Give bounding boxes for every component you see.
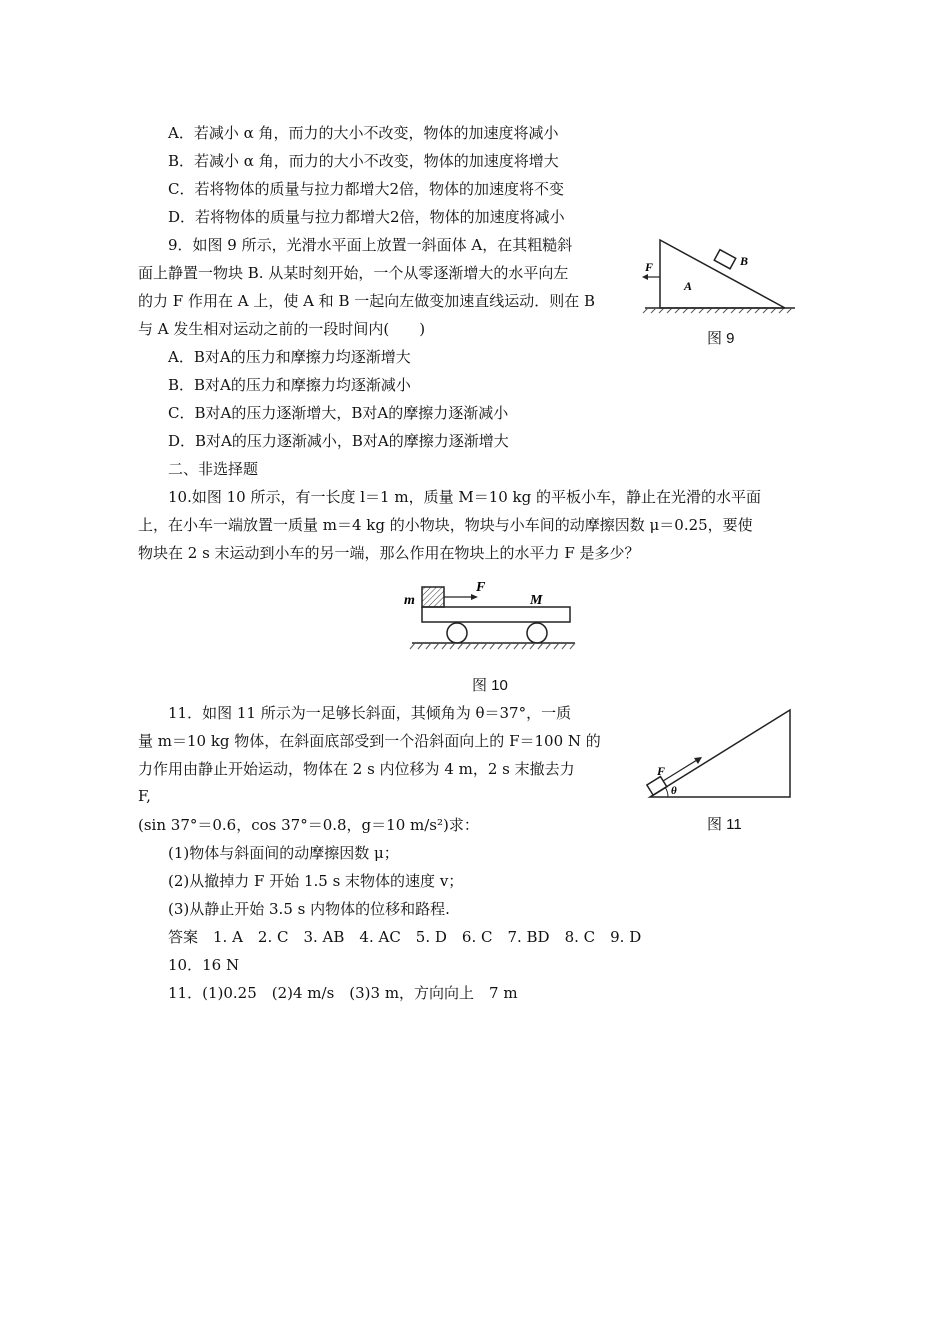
q8-option-b: B．若减小 α 角，而力的大小不改变，物体的加速度将增大 (168, 152, 559, 170)
figure-9 (640, 235, 810, 330)
label-f: F (657, 764, 666, 778)
q8-option-d: D．若将物体的质量与拉力都增大2倍，物体的加速度将减小 (168, 208, 565, 226)
q10-stem-line-1: 10.如图 10 所示，有一长度 l＝1 m，质量 M＝10 kg 的平板小车，静止在光滑的水平面 (168, 488, 762, 506)
q11-part-1: (1)物体与斜面间的动摩擦因数 μ； (168, 844, 399, 862)
q9-option-b: B．B对A的压力和摩擦力均逐渐减小 (168, 376, 411, 394)
q10-stem-line-2: 上，在小车一端放置一质量 m＝4 kg 的小物块，物块与小车间的动摩擦因数 μ＝0.25，要使 (138, 516, 753, 534)
label-f: F (645, 260, 654, 274)
q9-stem-line-3: 的力 F 作用在 A 上，使 A 和 B 一起向左做变加速直线运动．则在 B (138, 292, 596, 310)
figure-9-caption: 图 9 (707, 330, 735, 347)
answers-line-2: 10．16 N (168, 956, 240, 974)
label-f: F (476, 580, 486, 595)
answers-line-1: 答案 1. A 2. C 3. AB 4. AC 5. D 6. C 7. BD 8. C 9. D (168, 928, 642, 946)
q11-stem-line-3: 力作用由静止开始运动，物体在 2 s 内位移为 4 m，2 s 末撤去力 (138, 760, 575, 778)
section-2-title: 二、非选择题 (168, 460, 259, 478)
block-b (714, 250, 736, 269)
label-b: B (740, 254, 749, 268)
figure-11-caption: 图 11 (707, 816, 742, 833)
wheel-left (447, 623, 467, 643)
wedge-a (660, 240, 785, 308)
cart-board (422, 607, 570, 622)
block (647, 777, 667, 796)
q9-option-d: D．B对A的压力逐渐减小，B对A的摩擦力逐渐增大 (168, 432, 509, 450)
q11-stem-line-5: (sin 37°＝0.6，cos 37°＝0.8，g＝10 m/s²)求： (138, 816, 479, 834)
small-block-m (422, 587, 444, 607)
q10-stem-line-3: 物块在 2 s 末运动到小车的另一端，那么作用在物块上的水平力 F 是多少？ (138, 544, 640, 562)
q11-stem-line-1: 11．如图 11 所示为一足够长斜面，其倾角为 θ＝37°，一质 (168, 704, 572, 722)
wheel-right (527, 623, 547, 643)
figure-11 (645, 707, 795, 802)
q11-part-3: (3)从静止开始 3.5 s 内物体的位移和路程. (168, 900, 450, 918)
q9-option-a: A．B对A的压力和摩擦力均逐渐增大 (168, 348, 411, 366)
label-big-m: M (530, 593, 543, 608)
label-theta: θ (671, 785, 677, 797)
q9-option-c: C．B对A的压力逐渐增大，B对A的摩擦力逐渐减小 (168, 404, 509, 422)
q8-option-a: A．若减小 α 角，而力的大小不改变，物体的加速度将减小 (168, 124, 559, 142)
label-a: A (684, 279, 693, 293)
answers-line-3: 11．(1)0.25 (2)4 m/s (3)3 m，方向向上 7 m (168, 984, 518, 1002)
q9-stem-line-4: 与 A 发生相对运动之前的一段时间内( ) (138, 320, 426, 338)
q9-stem-line-1: 9．如图 9 所示，光滑水平面上放置一斜面体 A，在其粗糙斜 (168, 236, 573, 254)
q11-stem-line-2: 量 m＝10 kg 物体，在斜面底部受到一个沿斜面向上的 F＝100 N 的 (138, 732, 601, 750)
figure-10-caption: 图 10 (472, 677, 508, 694)
incline (650, 710, 790, 797)
q8-option-c: C．若将物体的质量与拉力都增大2倍，物体的加速度将不变 (168, 180, 565, 198)
label-m: m (404, 593, 415, 608)
q11-part-2: (2)从撤掉力 F 开始 1.5 s 末物体的速度 v； (168, 872, 464, 890)
q11-stem-line-4: F, (138, 787, 151, 805)
q9-stem-line-2: 面上静置一物块 B. 从某时刻开始，一个从零逐渐增大的水平向左 (138, 264, 569, 282)
figure-10 (400, 578, 580, 663)
